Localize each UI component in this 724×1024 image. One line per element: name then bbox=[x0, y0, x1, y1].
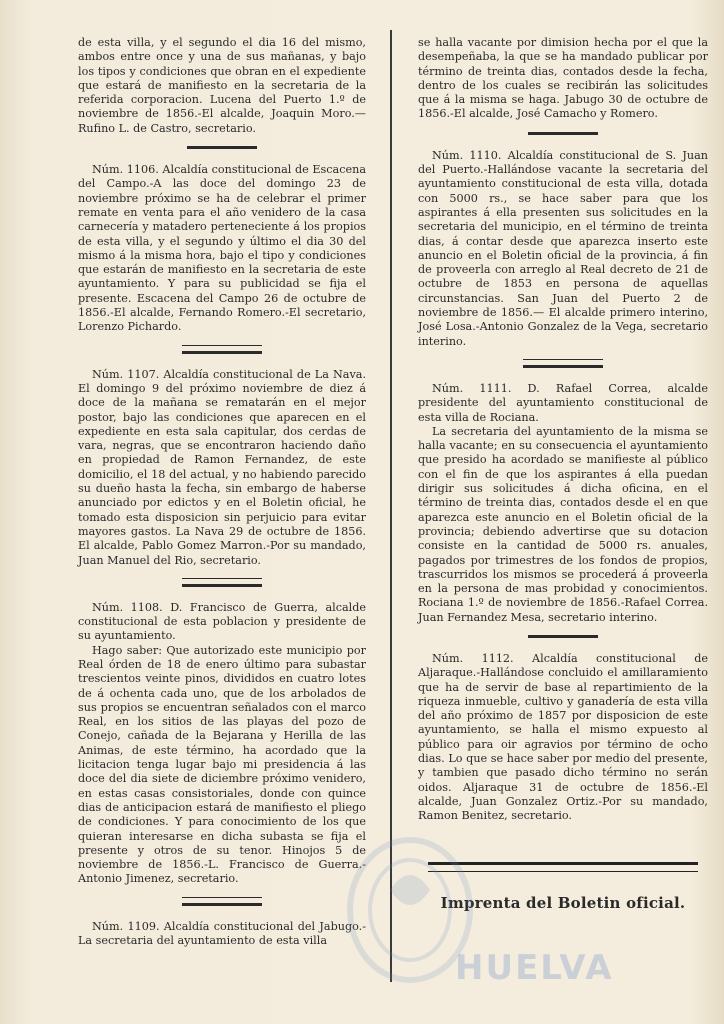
entry-1109 bbox=[78, 920, 366, 949]
right-column bbox=[418, 36, 708, 910]
entry-1108 bbox=[78, 601, 366, 887]
entry-text: Núm. 1109. Alcaldía constitucional del Jabugo.-La secretaria del ayuntamiento de esta villa bbox=[78, 919, 366, 948]
section-rule bbox=[182, 897, 262, 906]
section-rule bbox=[187, 146, 257, 149]
section-rule bbox=[523, 359, 603, 368]
entry-text: Núm. 1110. Alcaldía constitucional de S. Juan del Puerto.-Hallándose vacante la secretaria del ayuntamiento constitucional de esta villa, dotada con 5000 rs., se hace saber para que los aspirantes á ella presenten sus solicitudes en la secretaria del municipio, en el término de treinta dias, á contar desde que aparezca inserto este anuncio en el Boletin oficial de la provincia, á fin de proveerla con arreglo al Real decreto de 21 de octubre de 1853 en persona de aquellas circunstancias. San Juan del Puerto 2 de noviembre de 1856.— El alcalde primero interino, José Losa.-Antonio Gonzalez de la Vega, secretario interino. bbox=[418, 148, 708, 348]
left-column bbox=[78, 36, 366, 948]
entry-text: Hago saber: Que autorizado este municipio por Real órden de 18 de enero último para subastar trescientos veinte pinos, divididos en cuatro lotes de á ochenta cada uno, que de los arbolados de sus propios se encuentran señalados con el marco Real, en los sitios de las playas del pozo de Conejo, cañada de la Bejarana y Herilla de las Animas, de este término, ha acordado que la licitacion tenga lugar bajo mi presidencia á las doce del dia siete de diciembre próximo venidero, en estas casas consistoriales, donde con quince dias de anticipacion estará de manifiesto el pliego de condiciones. Y para conocimiento de los que quieran interesarse en dicha subasta se fija el presente y otros de su tenor. Hinojos 5 de noviembre de 1856.-L. Francisco de Guerra.-Antonio Jimenez, secretario. bbox=[78, 643, 366, 886]
entry-continuation-jabugo bbox=[418, 36, 708, 122]
entry-1106 bbox=[78, 163, 366, 335]
entry-1110 bbox=[418, 149, 708, 349]
entry-text: se halla vacante por dimision hecha por el que la desempeñaba, la que se ha mandado publicar por término de treinta dias, contados desde la fecha, dentro de los cuales se recibirán las solicitudes que á la misma se haga. Jabugo 30 de octubre de 1856.-El alcalde, José Camacho y Romero. bbox=[418, 36, 708, 121]
imprint-rule bbox=[428, 862, 698, 872]
watermark-text: HUELVA bbox=[455, 948, 614, 988]
entry-text: La secretaria del ayuntamiento de la misma se halla vacante; en su consecuencia el ayuntamiento que presido ha acordado se manifieste al público con el fin de que los aspirantes á ella puedan dirigir sus solicitudes á dicha oficina, en el término de treinta dias, contados desde el en que aparezca este anuncio en el Boletin oficial de la provincia; debiendo advertirse que su dotacion consiste en la cantidad de 5000 rs. anuales, pagados por trimestres de los fondos de propios, trascurridos los mismos se procederá á proveerla en la persona de mas probidad y conocimientos. Rociana 1.º de noviembre de 1856.-Rafael Correa. Juan Fernandez Mesa, secretario interino. bbox=[418, 424, 708, 624]
section-rule bbox=[528, 132, 598, 135]
column-divider bbox=[390, 30, 392, 982]
entry-1111 bbox=[418, 382, 708, 625]
imprint-title: Imprenta del Boletin oficial. bbox=[440, 893, 686, 912]
section-rule bbox=[182, 578, 262, 587]
entry-text: Núm. 1107. Alcaldía constitucional de La Nava. El domingo 9 del próximo noviembre de diez á doce de la mañana se rematarán en el mejor postor, bajo las condiciones que aparecen en el expediente en esta sala capitular, dos cerdas de vara, negras, que se encontraron haciendo daño en propiedad de Ramon Fernandez, de este domicilio, el 18 del actual, y no habiendo parecido su dueño hasta la fecha, sin embargo de haberse anunciado por edictos y en el Boletin oficial, he tomado esta disposicion sin perjuicio para evitar mayores gastos. La Nava 29 de octubre de 1856. El alcalde, Pablo Gomez Marron.-Por su mandado, Juan Manuel del Rio, secretario. bbox=[78, 367, 366, 567]
entry-continuation-lucena bbox=[78, 36, 366, 136]
section-rule bbox=[182, 345, 262, 354]
entry-text: Núm. 1106. Alcaldía constitucional de Escacena del Campo.-A las doce del domingo 23 de noviembre próximo se ha de celebrar el primer remate en venta para el año venidero de la casa carnecería y matadero perteneciente á los propios de esta villa, y el segundo y último el dia 30 del mismo á la misma hora, bajo el tipo y condiciones que estarán de manifiesto en la secretaria de este ayuntamiento. Y para su publicidad se fija el presente. Escacena del Campo 26 de octubre de 1856.-El alcalde, Fernando Romero.-El secretario, Lorenzo Pichardo. bbox=[78, 163, 366, 334]
entry-text: de esta villa, y el segundo el dia 16 del mismo, ambos entre once y una de sus mañanas, y bajo los tipos y condiciones que obran en el expediente que estará de manifiesto en la secretaria de la referida corporacion. Lucena del Puerto 1.º de noviembre de 1856.-El alcalde, Joaquin Moro.— Rufino L. de Castro, secretario. bbox=[78, 36, 366, 135]
entry-1107 bbox=[78, 368, 366, 568]
entry-heading: Núm. 1111. D. Rafael Correa, alcalde presidente del ayuntamiento constitucional de esta villa de Rociana. bbox=[418, 381, 708, 424]
entry-1112 bbox=[418, 652, 708, 824]
entry-text: Núm. 1112. Alcaldía constitucional de Aljaraque.-Hallándose concluido el amillaramiento que ha de servir de base al repartimiento de la riqueza inmueble, cultivo y ganadería de esta villa del año próximo de 1857 por disposicion de este ayuntamiento, se halla el mismo expuesto al público para oir agravios por término de ocho dias. Lo que se hace saber por medio del presente, y tambien que pasado dicho término no serán oidos. Aljaraque 31 de octubre de 1856.-El alcalde, Juan Gonzalez Ortiz.-Por su mandado, Ramon Benitez, secretario. bbox=[418, 651, 708, 823]
section-rule bbox=[528, 635, 598, 638]
entry-heading: Núm. 1108. D. Francisco de Guerra, alcalde constitucional de esta poblacion y presidente de su ayuntamiento. bbox=[78, 600, 366, 643]
